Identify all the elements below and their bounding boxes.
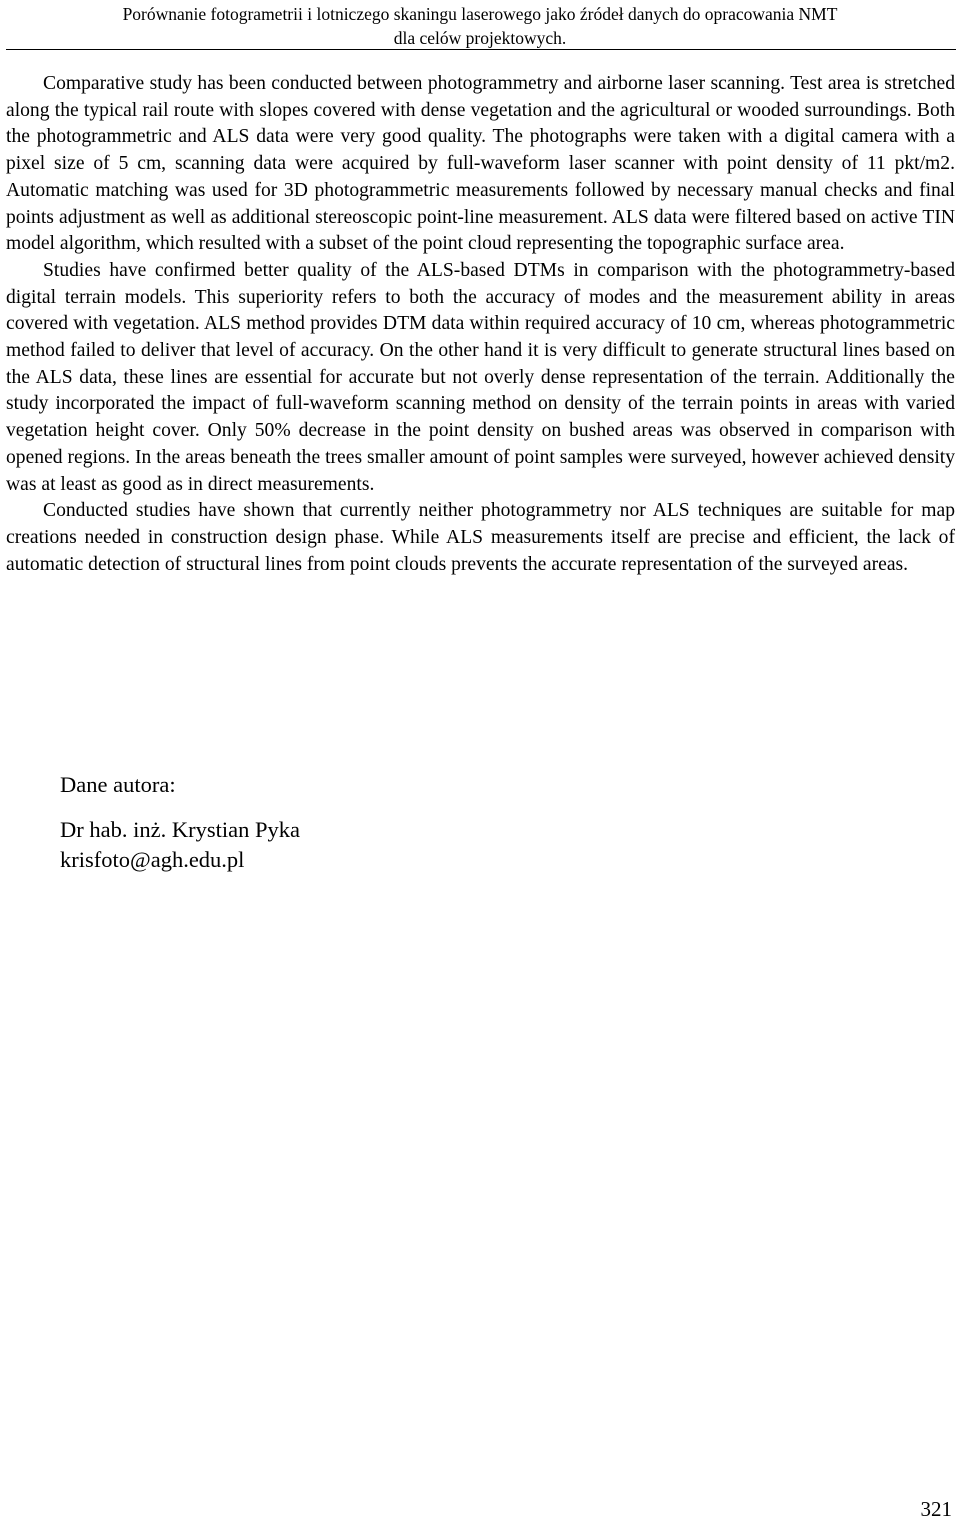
author-details bbox=[60, 815, 300, 875]
author-email[interactable]: krisfoto@agh.edu.pl bbox=[60, 847, 245, 872]
running-header bbox=[0, 2, 960, 50]
summary-paragraph-2: Studies have confirmed better quality of the ALS-based DTMs in comparison with the photogrammetry-based digital terrain models. This superiority refers to both the accuracy of modes and the measurement ability in areas covered with vegetation. ALS method provides DTM data within required accuracy of 10 cm, whereas photogrammetric method failed to deliver that level of accuracy. On the other hand it is very difficult to generate structural lines based on the ALS data, these lines are essential for accurate but not overly dense representation of the terrain. Additionally the study incorporated the impact of full-waveform scanning method on density of the terrain points in areas with varied vegetation height cover. Only 50% decrease in the point density on bushed areas was observed in comparison with opened regions. In the areas beneath the trees smaller amount of point samples were surveyed, however achieved density was at least as good as in direct measurements. bbox=[6, 259, 955, 495]
header-divider bbox=[6, 49, 956, 50]
author-heading: Dane autora: bbox=[60, 772, 176, 797]
running-header-line-2: dla celów projektowych. bbox=[393, 28, 567, 48]
author-name: Dr hab. inż. Krystian Pyka bbox=[60, 817, 300, 842]
summary-paragraph-3: Conducted studies have shown that currently neither photogrammetry nor ALS techniques are suitable for map creations needed in construction design phase. While ALS measurements itself are precise and efficient, the lack of automatic detection of structural lines from point clouds prevents the accurate representation of the surveyed areas. bbox=[6, 500, 955, 575]
author-info bbox=[60, 770, 300, 875]
page-number: 321 bbox=[920, 1497, 952, 1521]
running-header-line-1: Porównanie fotogrametrii i lotniczego skaningu laserowego jako źródeł danych do opracowania NMT bbox=[122, 4, 838, 24]
summary-paragraph-1: Comparative study has been conducted between photogrammetry and airborne laser scanning. Test area is stretched along the typical rail route with slopes covered with dense vegetation and the agricultural or wooded surroundings. Both the photogrammetric and ALS data were very good quality. The photographs were taken with a digital camera with a pixel size of 5 cm, scanning data were acquired by full-waveform laser scanner with point density of 11 pkt/m2. Automatic matching was used for 3D photogrammetric measurements followed by necessary manual checks and final points adjustment as well as additional stereoscopic point-line measurement. ALS data were filtered based on active TIN model algorithm, which resulted with a subset of the point cloud representing the topographic surface area. bbox=[6, 73, 955, 255]
summary-body bbox=[6, 71, 955, 578]
